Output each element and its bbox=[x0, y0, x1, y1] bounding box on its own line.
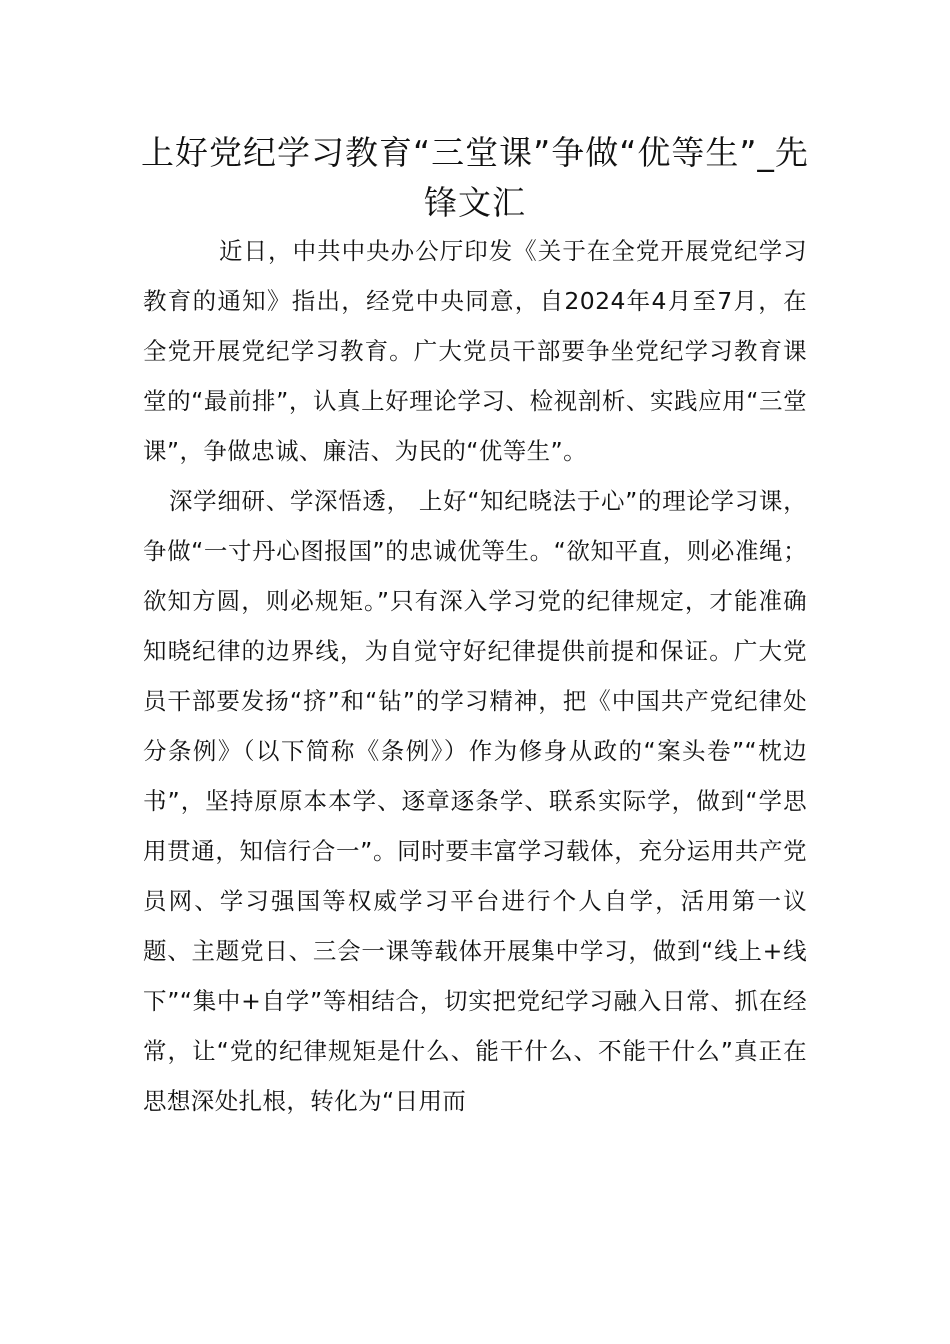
document-title: 上好党纪学习教育“三堂课”争做“优等生”_先锋文汇 bbox=[141, 133, 809, 222]
paragraph-theory-study: 深学细研、学深悟透， 上好“知纪晓法于心”的理论学习课，争做“一寸丹心图报国”的忠诚优等生。“欲知平直，则必准绳；欲知方圆，则必规矩。”只有深入学习党的纪律规定，才能准确知晓纪律的边界线，为自觉守好纪律提供前提和保证。广大党员干部要发扬“挤”和“钻”的学习精神，把《中国共产党纪律处分条例》（以下简称《条例》）作为修身从政的“案头卷”“枕边书”，坚持原原本本学、逐章逐条学、联系实际学，做到“学思用贯通，知信行合一”。同时要丰富学习载体，充分运用共产党员网、学习强国等权威学习平台进行个人自学，活用第一议题、主题党日、三会一课等载体开展集中学习，做到“线上+线下”“集中+自学”等相结合，切实把党纪学习融入日常、抓在经常，让“党的纪律规矩是什么、能干什么、不能干什么”真正在思想深处扎根，转化为“日用而 bbox=[143, 487, 807, 1115]
paragraph-intro: 近日，中共中央办公厅印发《关于在全党开展党纪学习教育的通知》指出，经党中央同意，自2024年4月至7月，在全党开展党纪学习教育。广大党员干部要争坐党纪学习教育课堂的“最前排”，认真上好理论学习、检视剖析、实践应用“三堂课”，争做忠诚、廉洁、为民的“优等生”。 bbox=[143, 237, 807, 465]
document-body bbox=[143, 226, 807, 1126]
